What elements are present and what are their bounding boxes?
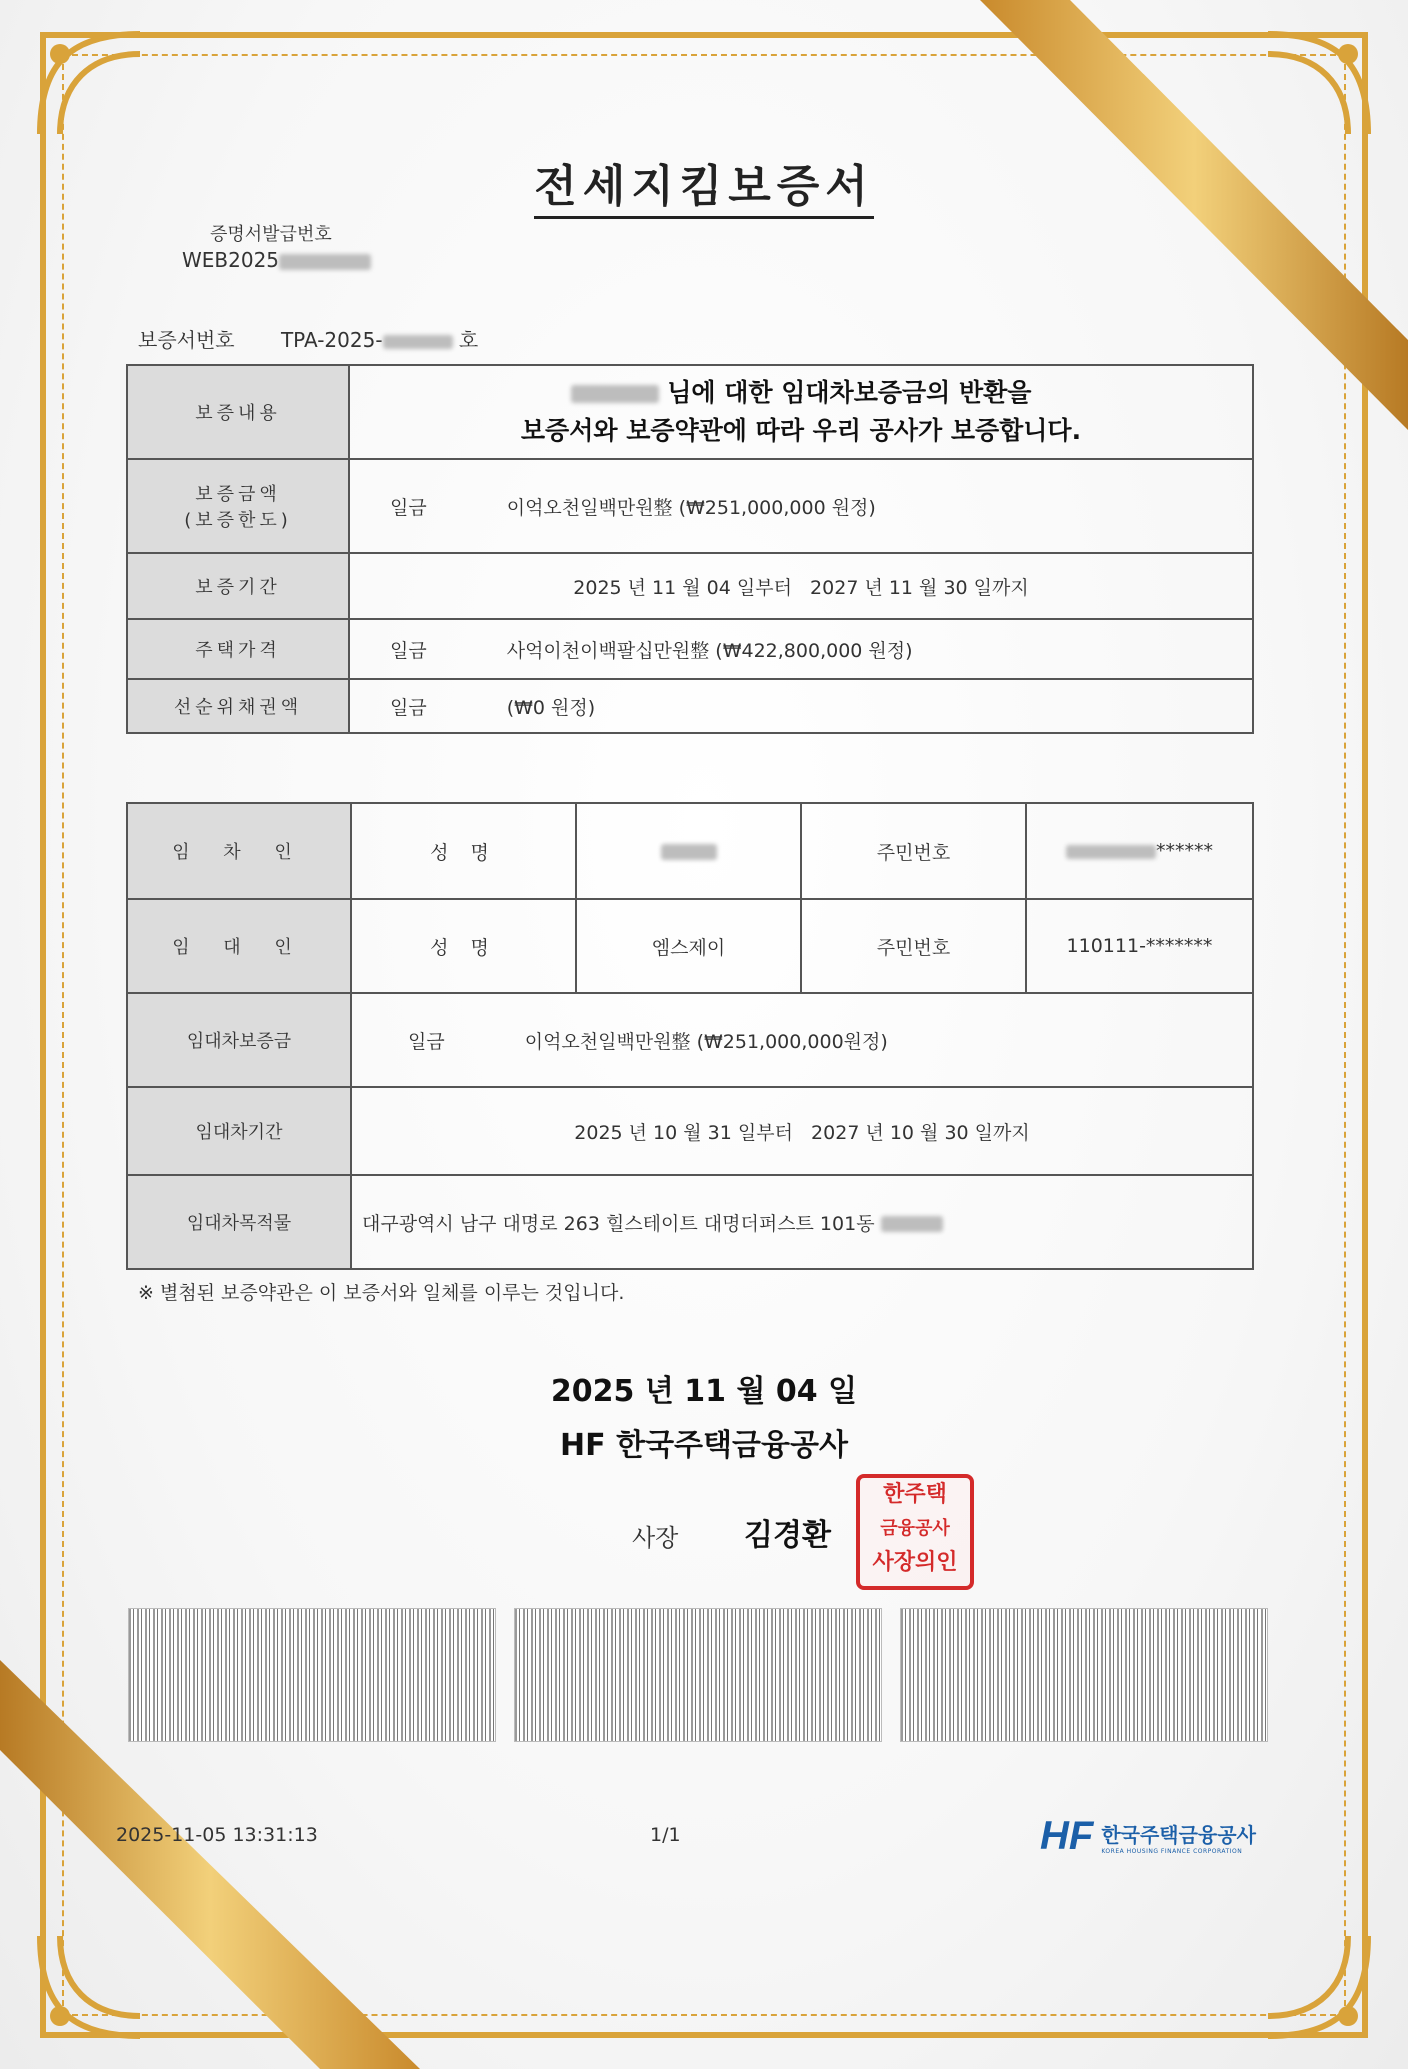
header-senior-claims: 선순위채권액: [127, 679, 349, 733]
hf-logo-name-en: KOREA HOUSING FINANCE CORPORATION: [1101, 1847, 1243, 1855]
tenant-name: [576, 803, 801, 899]
page-number: 1/1: [650, 1824, 681, 1846]
hf-logo: [1040, 1814, 1256, 1859]
lease-period-value: 2025 년 10 월 31 일부터 2027 년 10 월 30 일까지: [351, 1087, 1253, 1175]
row-house-price: 주택가격 일금 사억이천이백팔십만원整 (₩422,800,000 원정): [127, 619, 1253, 679]
cert-issue-label: 증명서발급번호: [210, 224, 332, 245]
barcode-1: [128, 1608, 496, 1742]
row-guarantee-content: [127, 365, 1253, 459]
tenant-id-label: 주민번호: [801, 803, 1026, 899]
barcode-3: [900, 1608, 1268, 1742]
header-lease-period: 임대차기간: [127, 1087, 351, 1175]
row-guarantee-amount: 보증금액 (보증한도) 일금 이억오천일백만원整 (₩251,000,000 원정): [127, 459, 1253, 553]
cert-issue-number: WEB2025: [182, 248, 371, 272]
row-senior-claims: 선순위채권액 일금 (₩0 원정): [127, 679, 1253, 733]
header-guarantee-content: 보증내용: [127, 365, 349, 459]
row-lease-object: [127, 1175, 1253, 1269]
landlord-id-label: 주민번호: [801, 899, 1026, 993]
ceo-title: 사장: [632, 1524, 679, 1552]
print-timestamp: 2025-11-05 13:31:13: [116, 1824, 318, 1846]
senior-claims-value: (₩0 원정): [506, 696, 596, 719]
guarantee-number: 보증서번호 TPA-2025- 호: [138, 328, 479, 352]
header-lease-deposit: 임대차보증금: [127, 993, 351, 1087]
header-lease-object: 임대차목적물: [127, 1175, 351, 1269]
barcode-2: [514, 1608, 882, 1742]
issuing-organization: HF 한국주택금융공사: [560, 1428, 848, 1463]
guarantee-table: [126, 364, 1254, 734]
header-tenant: 임 차 인: [127, 803, 351, 899]
guarantee-amount-value: 이억오천일백만원整 (₩251,000,000 원정): [506, 496, 876, 519]
row-guarantee-period: [127, 553, 1253, 619]
official-seal: 한주택 금융공사 사장의인: [856, 1474, 974, 1590]
corner-ornament-bottom-right: [1258, 1926, 1378, 2046]
hf-logo-name-ko: 한국주택금융공사: [1101, 1822, 1256, 1847]
row-lease-period: [127, 1087, 1253, 1175]
guarantee-statement: 님에 대한 임대차보증금의 반환을 보증서와 보증약관에 따라 우리 공사가 보증합니다.: [520, 378, 1082, 445]
row-tenant: [127, 803, 1253, 899]
lease-object-value: 대구광역시 남구 대명로 263 힐스테이트 대명더퍼스트 101동: [362, 1212, 875, 1235]
row-lease-deposit: 임대차보증금 일금 이억오천일백만원整 (₩251,000,000원정): [127, 993, 1253, 1087]
document-title: 전세지킴보증서: [0, 150, 1408, 214]
landlord-id: 110111-*******: [1026, 899, 1253, 993]
header-guarantee-period: 보증기간: [127, 553, 349, 619]
issue-date: 2025 년 11 월 04 일: [550, 1374, 858, 1409]
terms-note: ※ 별첨된 보증약관은 이 보증서와 일체를 이루는 것입니다.: [138, 1282, 625, 1304]
header-guarantee-amount: 보증금액 (보증한도): [127, 459, 349, 553]
lease-table: [126, 802, 1254, 1270]
landlord-name-label: 성 명: [351, 899, 576, 993]
landlord-name: 엠스제이: [576, 899, 801, 993]
header-landlord: 임 대 인: [127, 899, 351, 993]
lease-deposit-value: 이억오천일백만원整 (₩251,000,000원정): [524, 1030, 888, 1053]
hf-logo-mark: HF: [1040, 1814, 1094, 1858]
guarantee-period-value: 2025 년 11 월 04 일부터 2027 년 11 월 30 일까지: [349, 553, 1253, 619]
house-price-value: 사억이천이백팔십만원整 (₩422,800,000 원정): [506, 639, 913, 662]
corner-ornament-top-left: [30, 24, 150, 144]
ceo-name: 김경환: [744, 1518, 831, 1553]
tenant-name-label: 성 명: [351, 803, 576, 899]
header-house-price: 주택가격: [127, 619, 349, 679]
tenant-id: ******: [1026, 803, 1253, 899]
row-landlord: [127, 899, 1253, 993]
